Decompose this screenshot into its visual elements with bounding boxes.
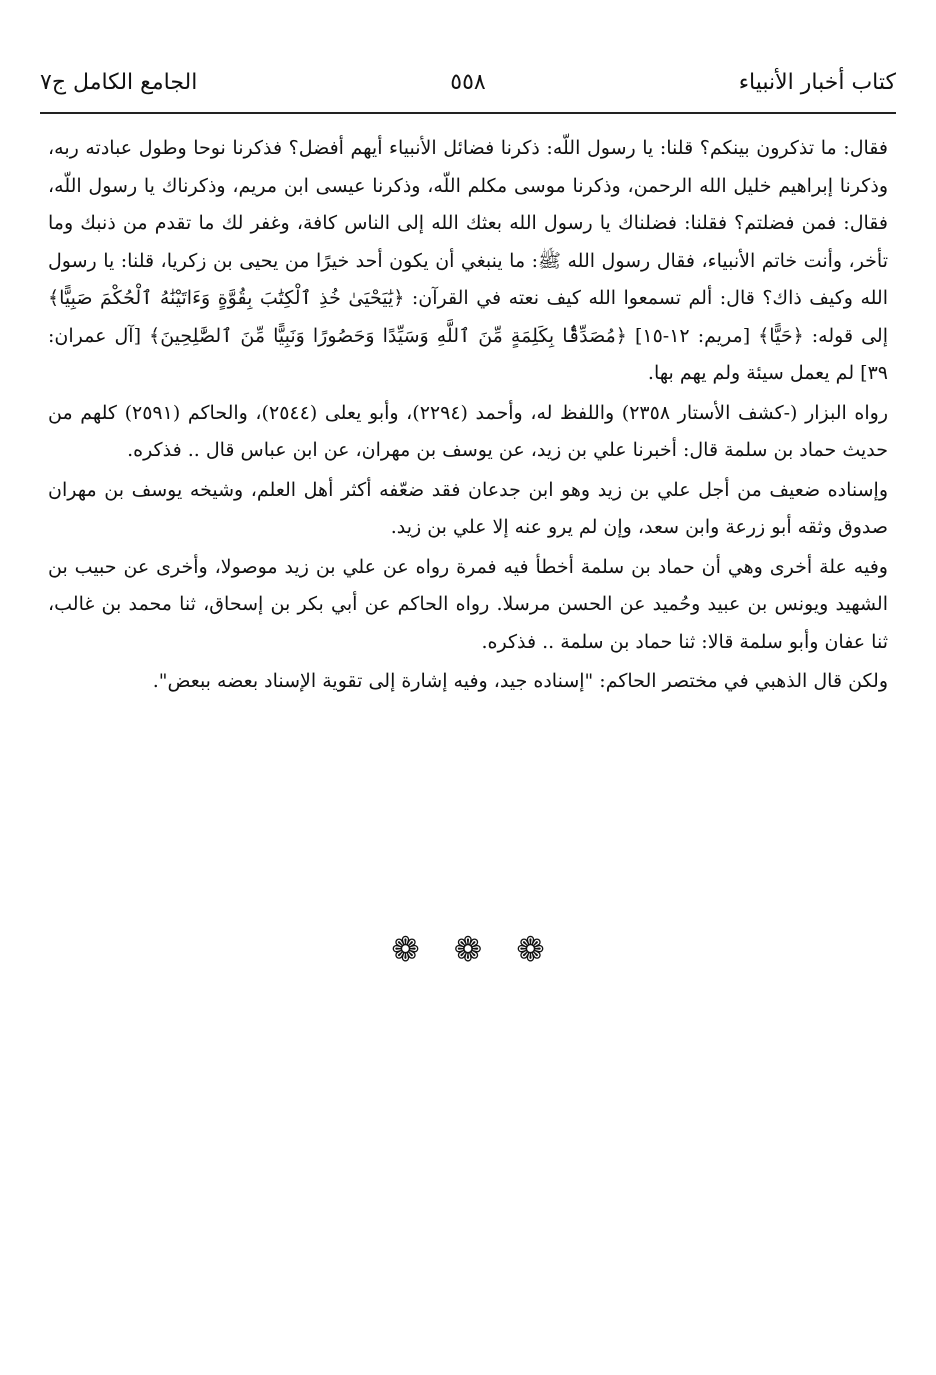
page-header bbox=[40, 62, 896, 102]
flower-ornament-icon: ❁ bbox=[391, 930, 420, 970]
book-title: كتاب أخبار الأنبياء bbox=[738, 69, 896, 95]
dhahabi-note-paragraph: ولكن قال الذهبي في مختصر الحاكم: "إسناده جيد، وفيه إشارة إلى تقوية الإسناد بعضه ببعض". bbox=[152, 670, 888, 692]
flower-ornament-icon: ❁ bbox=[453, 930, 483, 970]
illah-paragraph: وفيه علة أخرى وهي أن حماد بن سلمة أخطأ فيه فمرة رواه عن علي بن زيد موصولا، وأخرى عن حبيب بن الشهيد ويونس بن عبيد وحُميد عن الحسن مرسلا. رواه الحاكم عن أبي بكر بن إسحاق، ثنا محمد بن غالب، ثنا عفان وأبو سلمة قالا: ثنا حماد بن سلمة .. فذكره. bbox=[48, 555, 888, 653]
header-divider bbox=[40, 112, 896, 114]
hadith-text-paragraph: فقال: ما تذكرون بينكم؟ قلنا: يا رسول اللّه: ذكرنا فضائل الأنبياء أيهم أفضل؟ فذكرنا نوحا وطول عبادته ربه، وذكرنا إبراهيم خليل الله الرحمن، وذكرنا موسى مكلم اللّه، وذكرنا عيسى ابن مريم، وذكرناك يا رسول اللّه، فقال: فمن فضلتم؟ فقلنا: فضلناك يا رسول الله بعثك الله إلى الناس كافة، وغفر لك ما تقدم من ذنبك وما تأخر، وأنت خاتم الأنبياء، فقال رسول الله ﷺ: ما ينبغي أن يكون أحد خيرًا من يحيى بن زكريا، قلنا: يا رسول الله وكيف ذاك؟ قال: ألم تسمعوا الله كيف نعته في القرآن: ﴿يَٰيَحْيَىٰ خُذِ ٱلْكِتَٰبَ بِقُوَّةٍ وَءَاتَيْنَٰهُ ٱلْحُكْمَ صَبِيًّا﴾ إلى قوله: ﴿حَيًّا﴾ [مريم: ١٢-١٥] ﴿مُصَدِّقًۢا بِكَلِمَةٍ مِّنَ ٱللَّهِ وَسَيِّدًا وَحَصُورًا وَنَبِيًّا مِّنَ ٱلصَّٰلِحِينَ﴾ [آل عمران: ٣٩] لم يعمل سيئة ولم يهم بها. bbox=[48, 137, 889, 384]
page-number: ٥٥٨ bbox=[450, 69, 486, 95]
page-body bbox=[48, 130, 888, 703]
isnad-weakness-paragraph: وإسناده ضعيف من أجل علي بن زيد وهو ابن جدعان فقد ضعّفه أكثر أهل العلم، وشيخه يوسف بن مهران صدوق وثقه أبو زرعة وابن سعد، وإن لم يرو عنه إلا علي بن زيد. bbox=[48, 478, 888, 538]
collection-title: الجامع الكامل ج٧ bbox=[40, 69, 198, 95]
flower-ornament-icon: ❁ bbox=[516, 930, 545, 970]
takhrij-paragraph: رواه البزار (-كشف الأستار ٢٣٥٨) واللفظ له، وأحمد (٢٢٩٤)، وأبو يعلى (٢٥٤٤)، والحاكم (٢٥٩١) كلهم من حديث حماد بن سلمة قال: أخبرنا علي بن زيد، عن يوسف بن مهران، عن ابن عباس قال .. فذكره. bbox=[48, 401, 888, 461]
section-end-ornaments bbox=[0, 930, 936, 970]
